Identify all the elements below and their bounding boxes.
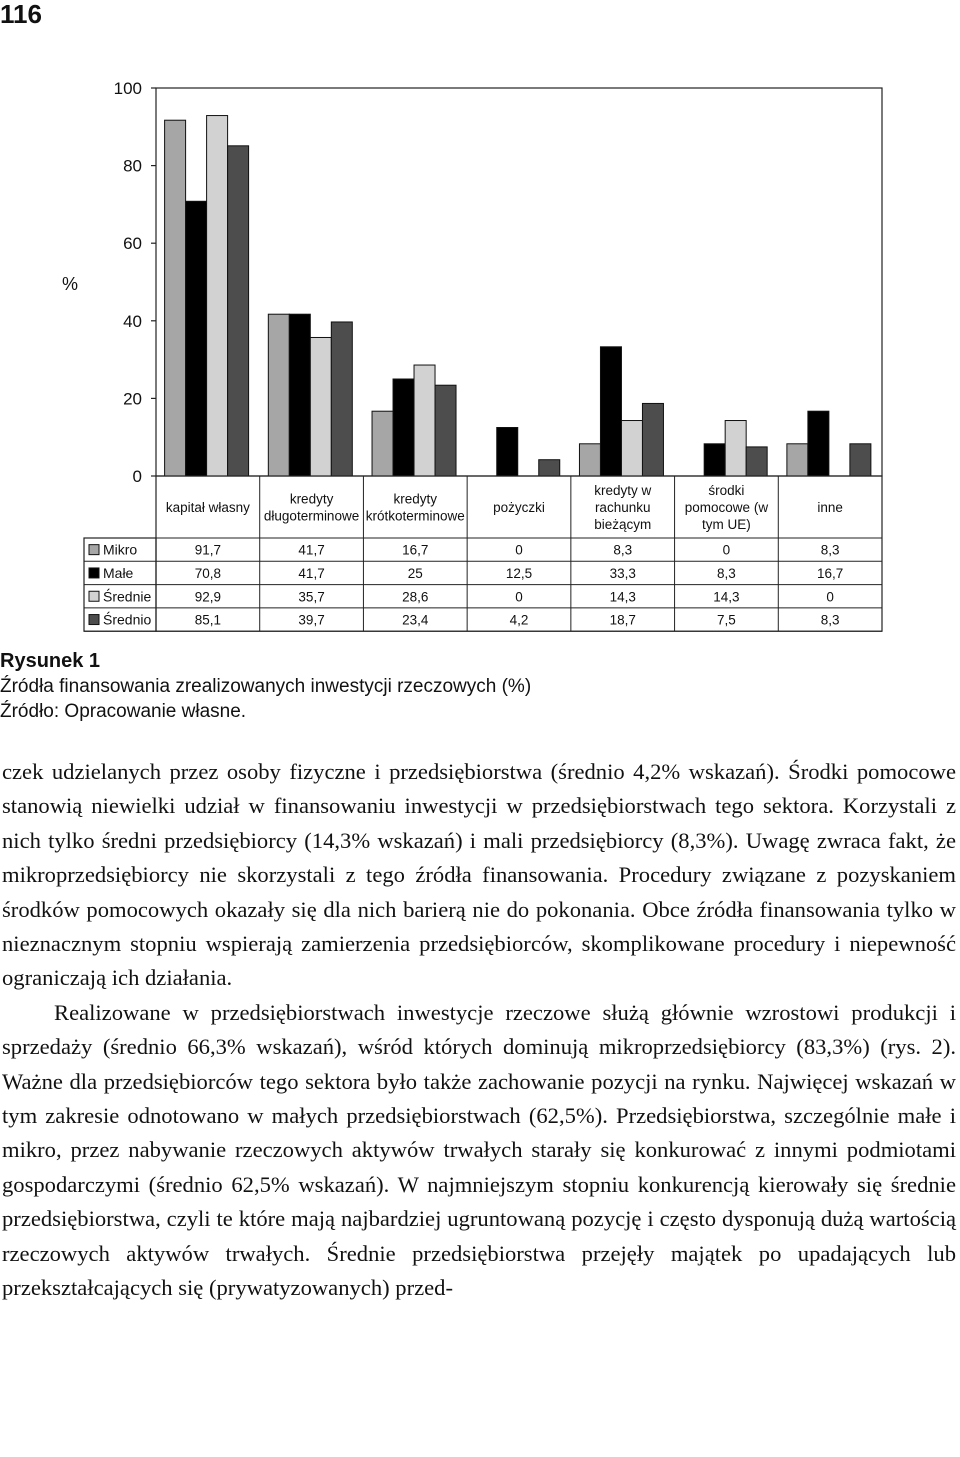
data-label: 16,7 <box>402 542 429 558</box>
data-label: 91,7 <box>194 542 221 558</box>
y-tick-label: 20 <box>123 389 142 409</box>
data-label: 33,3 <box>609 565 636 581</box>
x-tick-label-line: długoterminowe <box>263 508 360 524</box>
legend-entry: Średnie <box>103 588 152 605</box>
data-label: 28,6 <box>402 589 429 605</box>
y-tick-label: 80 <box>123 156 142 176</box>
bar <box>725 421 746 476</box>
data-label: 4,2 <box>509 612 529 628</box>
figure-source: Źródło: Opracowanie własne. <box>0 701 247 722</box>
bar <box>268 314 289 476</box>
figure-title: Źródła finansowania zrealizowanych inwestycji rzeczowych (%) <box>0 676 532 697</box>
bar <box>435 385 456 476</box>
x-tick-label-line: środki <box>708 483 745 498</box>
x-tick-label-line: pożyczki <box>493 500 545 515</box>
x-tick-label <box>594 483 651 532</box>
x-tick-label <box>493 500 545 515</box>
legend-entry: Małe <box>103 564 134 581</box>
x-tick-label-line: inne <box>817 500 843 515</box>
bar <box>414 365 435 476</box>
data-label: 12,5 <box>505 565 533 581</box>
data-label: 39,7 <box>298 612 325 628</box>
x-tick-label <box>817 500 843 515</box>
bar <box>331 322 352 476</box>
x-tick-label <box>685 483 769 532</box>
bar <box>186 201 207 476</box>
bar <box>372 411 393 476</box>
data-label: 8,3 <box>613 542 633 558</box>
x-tick-label-line: tym UE) <box>702 517 751 532</box>
x-tick-label-line: kredyty <box>289 491 334 507</box>
legend-entry: Mikro <box>103 541 138 558</box>
data-label: 8,3 <box>820 612 840 628</box>
data-label: 7,5 <box>717 612 736 628</box>
legend-entry: Średnio <box>103 611 152 628</box>
bar <box>497 428 518 477</box>
data-label: 14,3 <box>713 589 740 605</box>
bar <box>165 120 186 476</box>
bars <box>165 116 871 476</box>
bar <box>787 444 808 476</box>
x-tick-label-line: rachunku <box>594 500 651 515</box>
data-label: 8,3 <box>820 542 840 558</box>
bar <box>704 444 725 476</box>
x-tick-label <box>166 500 250 515</box>
paragraph-1: czek udzielanych przez osoby fizyczne i przedsiębiorstwa (średnio 4,2% wskazań). Środki pomocowe stanowią niewielki udział w finansowaniu inwestycji w przedsiębiorstwach tego sektora. Korzystali z nich tylko średni przedsiębiorcy (14,3% wskazań) i mali przedsiębiorcy (8,3%). Uwagę zwraca fakt, że mikroprzedsiębiorcy nie skorzystali z tego źródła finansowania. Procedury związane z pozyskaniem środków pomocowych okazały się dla nich barierą nie do pokonania. Obce źródła finansowania tylko w nieznacznym stopniu wspierają zamierzenia przedsiębiorców, skomplikowane procedury i niepewność ograniczają ich działania. <box>2 759 956 991</box>
y-tick-label: 40 <box>123 311 142 331</box>
bar <box>850 444 871 476</box>
data-label: 23,4 <box>402 612 429 628</box>
data-label: 92,9 <box>194 589 221 605</box>
bar <box>579 444 600 476</box>
x-tick-label <box>264 492 359 524</box>
y-tick-label: 0 <box>132 467 142 486</box>
x-tick-label-line: krótkoterminowe <box>365 508 465 524</box>
page-number: 116 <box>0 0 42 29</box>
bar <box>228 146 249 476</box>
paragraph-2: Realizowane w przedsiębiorstwach inwestycje rzeczowe służą głównie wzrostowi produkcji i sprzedaży (średnio 66,3% wskazań), wśród których dominują mikroprzedsiębiorcy (83,3%) (rys. 2). Ważne dla przedsiębiorców tego sektora było także zachowanie pozycji na rynku. Najwięcej wskazań w tym zakresie odnotowano w małych przedsiębiorstwach (62,5%). Przedsiębiorstwa, szczególnie małe i mikro, przez nabywanie rzeczowych aktywów trwałych starały się konkurować z innymi podmiotami gospodarczymi (średnio 62,5% wskazań). W najmniejszym stopniu konkurencją kierowały się średnie przedsiębiorstwa, czyli te które mają najbardziej ugruntowaną pozycję i często dysponują dużą wartością rzeczowych aktywów trwałych. Średnie przedsiębiorstwa przejęły majątek po upadających lub przekształcających się (prywatyzowanych) przed- <box>2 999 956 1301</box>
x-tick-label-line: bieżącym <box>594 517 652 532</box>
y-tick-label: 100 <box>113 79 142 98</box>
y-axis-label: % <box>61 274 79 294</box>
x-tick-label-line: pomocowe (w <box>684 500 769 515</box>
data-label: 16,7 <box>817 565 844 581</box>
data-label: 41,7 <box>298 565 325 581</box>
legend-swatch <box>89 591 99 601</box>
bar <box>808 411 829 476</box>
x-tick-label-line: kapitał własny <box>165 500 250 515</box>
data-label: 0 <box>722 542 731 558</box>
data-label: 0 <box>515 542 523 558</box>
figure-label: Rysunek 1 <box>0 650 101 672</box>
data-label: 18,7 <box>609 612 636 628</box>
x-tick-label <box>366 492 465 524</box>
bar <box>746 447 767 476</box>
bar <box>289 314 310 476</box>
bar <box>621 421 642 476</box>
legend-swatch <box>89 568 99 578</box>
plot-frame <box>156 88 882 476</box>
x-tick-label-line: kredyty <box>393 491 438 507</box>
body-text <box>2 755 956 1306</box>
bar <box>600 347 621 476</box>
bar-chart <box>0 60 960 640</box>
data-label: 85,1 <box>194 612 221 628</box>
bar <box>642 403 663 476</box>
data-label: 35,7 <box>298 589 325 605</box>
data-label: 25 <box>407 565 423 581</box>
legend-swatch <box>89 545 99 555</box>
data-label: 14,3 <box>609 589 636 605</box>
x-tick-label-line: kredyty w <box>594 483 652 498</box>
bar <box>539 460 560 476</box>
data-label: 41,7 <box>298 542 325 558</box>
bar <box>393 379 414 476</box>
y-tick-label: 60 <box>123 234 142 254</box>
data-label: 70,8 <box>194 565 221 581</box>
bar <box>207 116 228 476</box>
bar <box>310 337 331 476</box>
data-label: 8,3 <box>717 565 736 581</box>
data-label: 0 <box>826 589 834 605</box>
legend-swatch <box>89 615 99 625</box>
data-label: 0 <box>515 589 523 605</box>
data-table <box>84 476 882 631</box>
